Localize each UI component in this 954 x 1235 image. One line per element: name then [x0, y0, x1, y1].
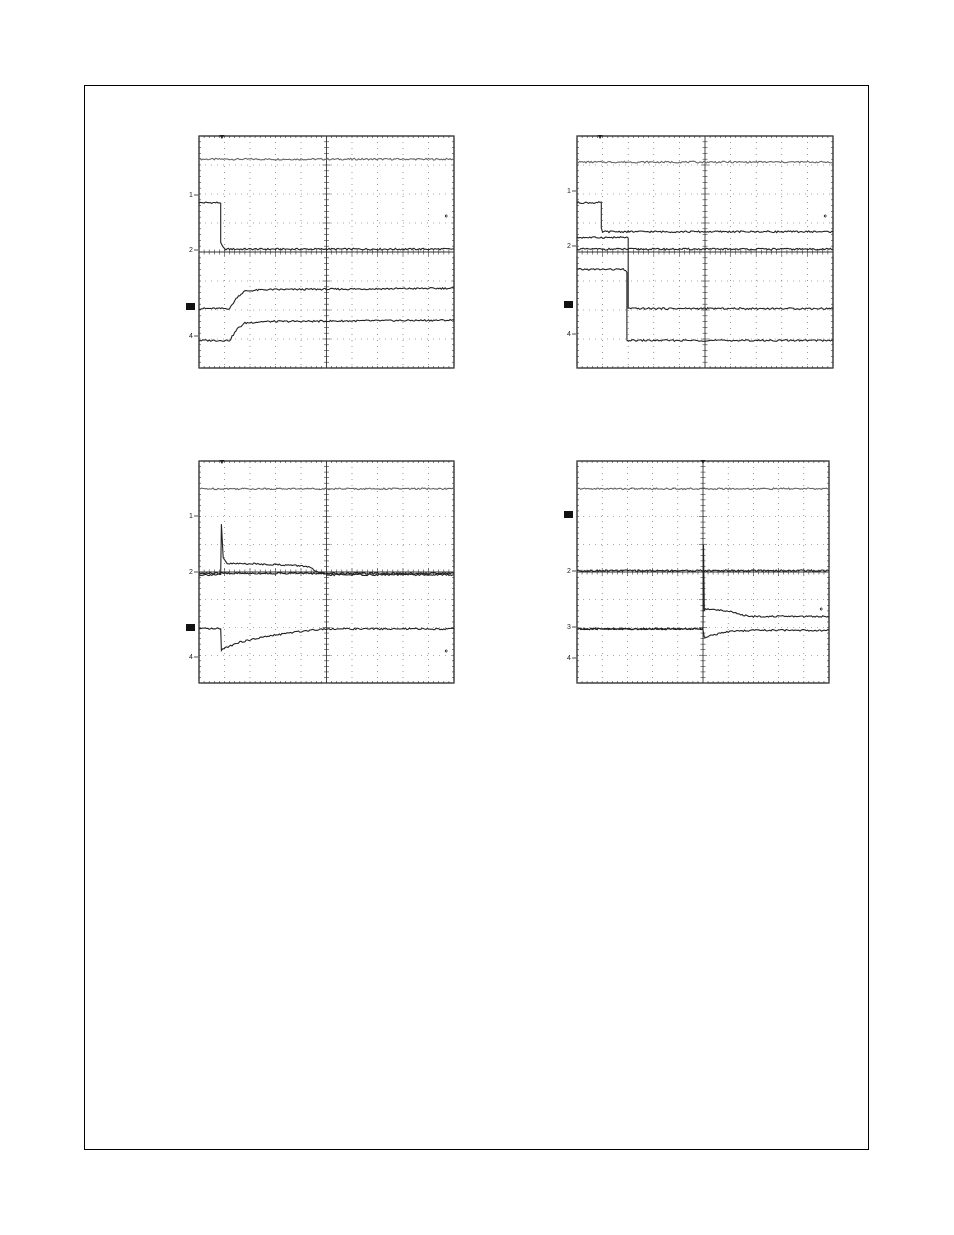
channel-label-2: 2	[567, 568, 571, 575]
channel-label-1: 1	[189, 513, 193, 520]
trigger-marker-icon	[219, 460, 224, 464]
channel-label-4: 4	[567, 331, 571, 338]
scope-panel-bottom-right	[563, 455, 839, 690]
channel-label-4: 4	[567, 655, 571, 662]
channel-label-2: 2	[567, 243, 571, 250]
level-arrow-icon	[824, 215, 827, 218]
level-arrow-icon	[445, 215, 448, 218]
level-arrow-icon	[820, 608, 823, 611]
scope-panel-top-left	[186, 130, 458, 370]
channel-ground-marker	[564, 301, 573, 308]
level-arrow-icon	[445, 650, 448, 653]
channel-label-3: 3	[567, 624, 571, 631]
channel-label-2: 2	[189, 569, 193, 576]
scope-svg-bottom-left	[186, 455, 458, 690]
scope-svg-bottom-right	[563, 455, 839, 690]
channel-label-2: 2	[189, 247, 193, 254]
scope-panel-bottom-left	[186, 455, 458, 690]
channel-label-1: 1	[567, 188, 571, 195]
scope-svg-top-left	[186, 130, 458, 370]
channel-ground-marker	[186, 624, 195, 631]
trigger-marker-icon	[701, 460, 706, 464]
scope-panel-top-right	[563, 130, 839, 370]
channel-ground-marker	[564, 511, 573, 518]
channel-label-1: 1	[189, 192, 193, 199]
trigger-marker-icon	[598, 135, 603, 139]
channel-label-4: 4	[189, 654, 193, 661]
scope-svg-top-right	[563, 130, 839, 370]
trigger-marker-icon	[219, 135, 224, 139]
channel-ground-marker	[186, 303, 195, 310]
channel-label-4: 4	[189, 333, 193, 340]
trace-ch3	[577, 545, 829, 630]
